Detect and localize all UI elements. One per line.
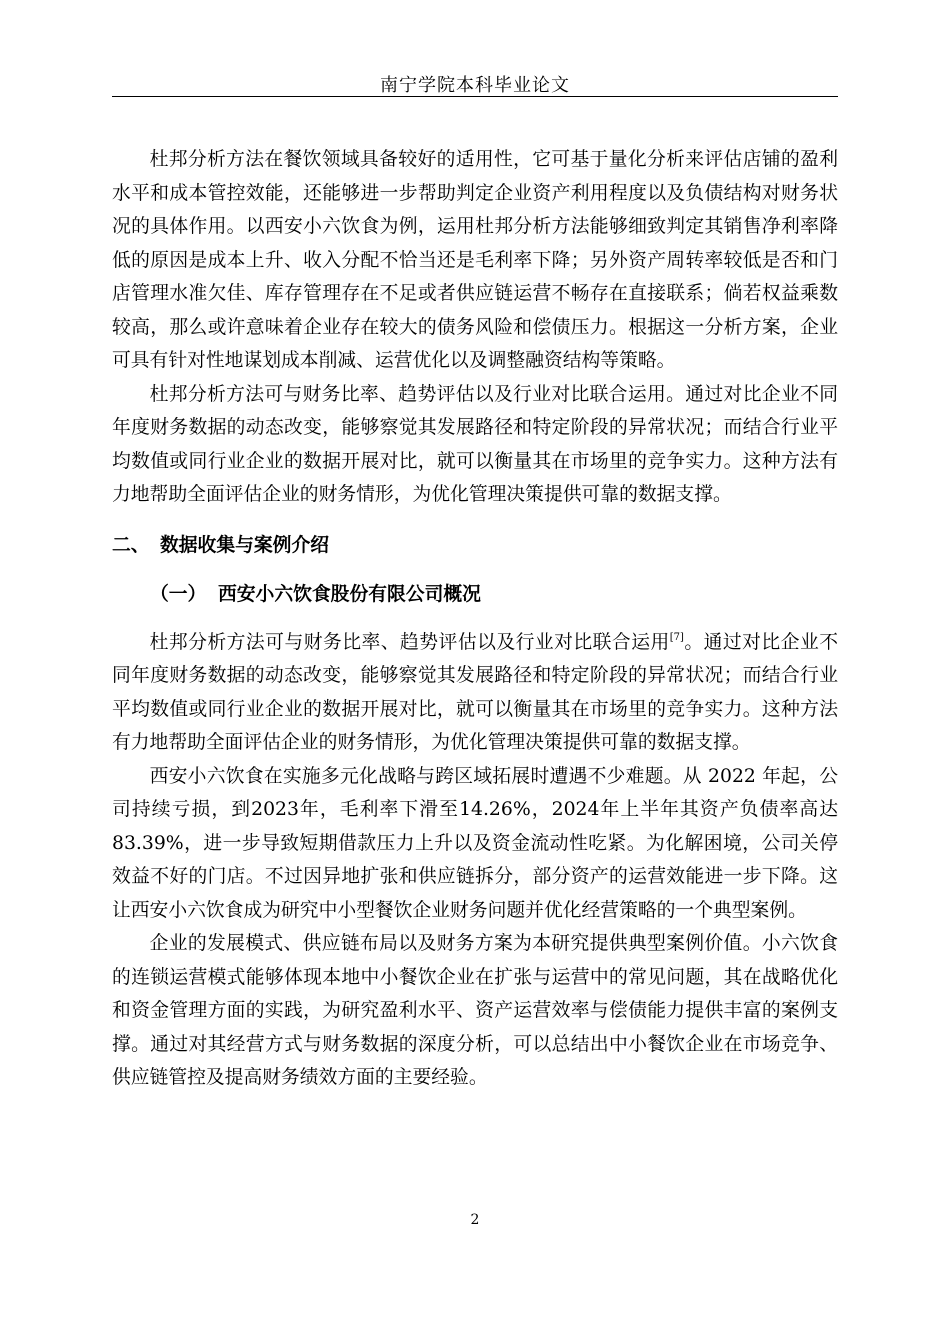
paragraph-text-before-citation: 杜邦分析方法可与财务比率、趋势评估以及行业对比联合运用 [149,631,670,653]
running-header: 南宁学院本科毕业论文 [380,75,570,96]
section-title: 数据收集与案例介绍 [160,533,330,556]
paragraph-dupont-combination: 杜邦分析方法可与财务比率、趋势评估以及行业对比联合运用。通过对比企业不同年度财务数据的动态改变，能够察觉其发展路径和特定阶段的异常状况；而结合行业平均数值或同行业企业的数据开展对比，就可以衡量其在市场里的竞争实力。这种方法有力地帮助全面评估企业的财务情形，为优化管理决策提供可靠的数据支撑。 [112,383,838,505]
section-heading [112,529,838,563]
subsection-heading [112,578,838,612]
page-number: 2 [470,1212,480,1228]
paragraph-dupont-applicability: 杜邦分析方法在餐饮领域具备较好的适用性，它可基于量化分析来评估店铺的盈利水平和成本管控效能，还能够进一步帮助判定企业资产利用程度以及负债结构对财务状况的具体作用。以西安小六饮食为例，运用杜邦分析方法能够细致判定其销售净利率降低的原因是成本上升、收入分配不恰当还是毛利率下降；另外资产周转率较低是否和门店管理水准欠佳、库存管理存在不足或者供应链运营不畅存在直接联系；倘若权益乘数较高，那么或许意味着企业存在较大的债务风险和偿债压力。根据这一分析方案，企业可具有针对性地谋划成本削减、运营优化以及调整融资结构等策略。 [112,149,838,371]
paragraph-company-difficulties: 西安小六饮食在实施多元化战略与跨区域拓展时遭遇不少难题。从 2022 年起，公司持续亏损，到2023年，毛利率下滑至14.26%，2024年上半年其资产负债率高达83.39%，进一步导致短期借款压力上升以及资金流动性吃紧。为化解困境，公司关停效益不好的门店。不过因异地扩张和供应链拆分，部分资产的运营效能进一步下降。这让西安小六饮食成为研究中小型餐饮企业财务问题并优化经营策略的一个典型案例。 [112,765,838,921]
paragraph-with-citation [112,626,838,760]
subsection-number: （一） [150,583,207,605]
paragraph-case-value: 企业的发展模式、供应链布局以及财务方案为本研究提供典型案例价值。小六饮食的连锁运营模式能够体现本地中小餐饮企业在扩张与运营中的常见问题，其在战略优化和资金管理方面的实践，为研究盈利水平、资产运营效率与偿债能力提供丰富的案例支撑。通过对其经营方式与财务数据的深度分析，可以总结出中小餐饮企业在市场竞争、供应链管控及提高财务绩效方面的主要经验。 [112,933,838,1088]
section-number: 二、 [112,533,150,556]
body-text [112,143,838,1095]
paragraph-text-after-citation: 。通过对比企业不同年度财务数据的动态改变，能够察觉其发展路径和特定阶段的异常状况；而结合行业平均数值或同行业企业的数据开展对比，就可以衡量其在市场里的竞争实力。这种方法有力地帮助全面评估企业的财务情形，为优化管理决策提供可靠的数据支撑。 [112,631,839,753]
header-rule [112,96,838,97]
citation-marker: [7] [669,631,684,643]
subsection-title: 西安小六饮食股份有限公司概况 [218,583,481,605]
